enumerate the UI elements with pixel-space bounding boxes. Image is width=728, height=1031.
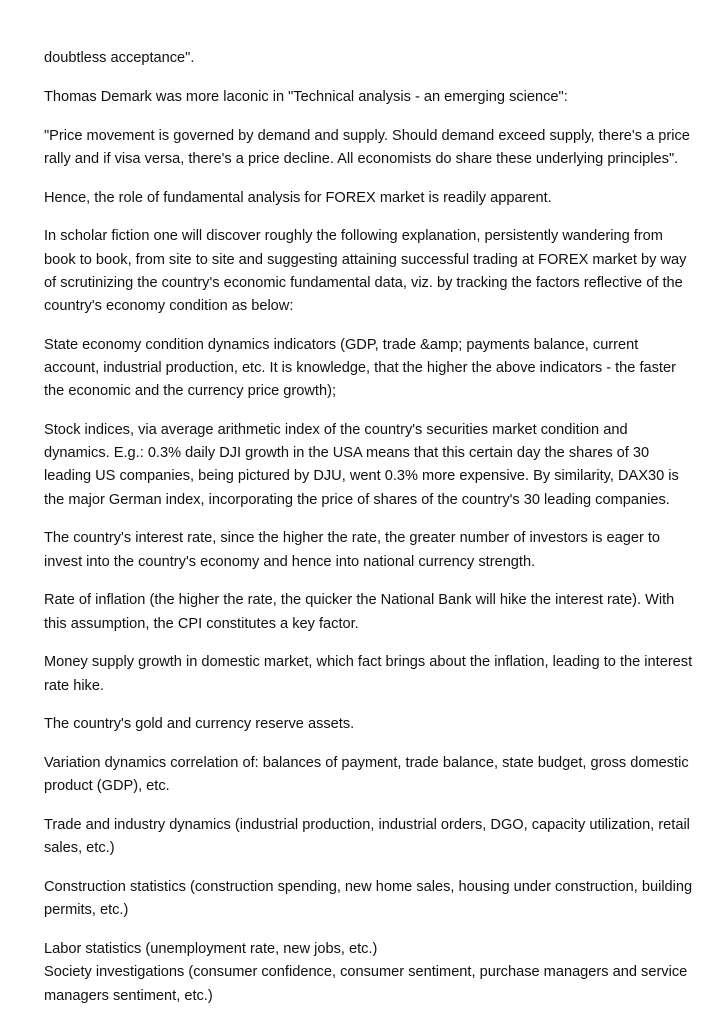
paragraph-demark-intro: Thomas Demark was more laconic in "Technical analysis - an emerging science": [44, 88, 568, 105]
paragraph-demark-quote: "Price movement is governed by demand and supply. Should demand exceed supply, there's a price rally and if visa versa, there's a price decline. All economists do share these underlying principles". [44, 127, 690, 167]
document-page [44, 47, 694, 1023]
paragraph-society-investigations: Society investigations (consumer confidence, consumer sentiment, purchase managers and service managers sentiment, etc.) [44, 964, 688, 1004]
paragraph-acceptance: doubtless acceptance". [44, 50, 195, 66]
paragraph-money-supply: Money supply growth in domestic market, which fact brings about the inflation, leading to the interest rate hike. [44, 654, 693, 694]
paragraph-economy-indicators: State economy condition dynamics indicators (GDP, trade &amp; payments balance, current account, industrial production, etc. It is knowledge, that the higher the above indicators - the faster the economic and the currency price growth); [44, 336, 676, 400]
paragraph-construction-stats: Construction statistics (construction spending, new home sales, housing under construction, building permits, etc.) [44, 879, 693, 919]
paragraph-scholar-fiction: In scholar fiction one will discover roughly the following explanation, persistently wandering from book to book, from site to site and suggesting attaining successful trading at FOREX market by way of scrutinizing the country's economic fundamental data, viz. by tracking the factors reflective of the country's economy condition as below: [44, 228, 687, 314]
paragraph-inflation: Rate of inflation (the higher the rate, the quicker the National Bank will hike the interest rate). With this assumption, the CPI constitutes a key factor. [44, 592, 675, 632]
paragraph-reserve-assets: The country's gold and currency reserve assets. [44, 716, 355, 733]
paragraph-variation-dynamics: Variation dynamics correlation of: balances of payment, trade balance, state budget, gross domestic product (GDP), etc. [44, 755, 689, 795]
paragraph-interest-rate: The country's interest rate, since the higher the rate, the greater number of investors is eager to invest into the country's economy and hence into national currency strength. [44, 530, 661, 570]
paragraph-trade-industry: Trade and industry dynamics (industrial production, industrial orders, DGO, capacity utilization, retail sales, etc.) [44, 817, 690, 857]
paragraph-labor-stats: Labor statistics (unemployment rate, new jobs, etc.) [44, 941, 378, 958]
paragraph-stock-indices: Stock indices, via average arithmetic index of the country's securities market condition and dynamics. E.g.: 0.3% daily DJI growth in the USA means that this certain day the shares of 30 leading US companies, being pictured by DJU, went 0.3% more expensive. By similarity, DAX30 is the major German index, incorporating the price of shares of the country's 30 leading companies. [44, 422, 679, 508]
paragraph-fundamental-role: Hence, the role of fundamental analysis for FOREX market is readily apparent. [44, 189, 552, 206]
